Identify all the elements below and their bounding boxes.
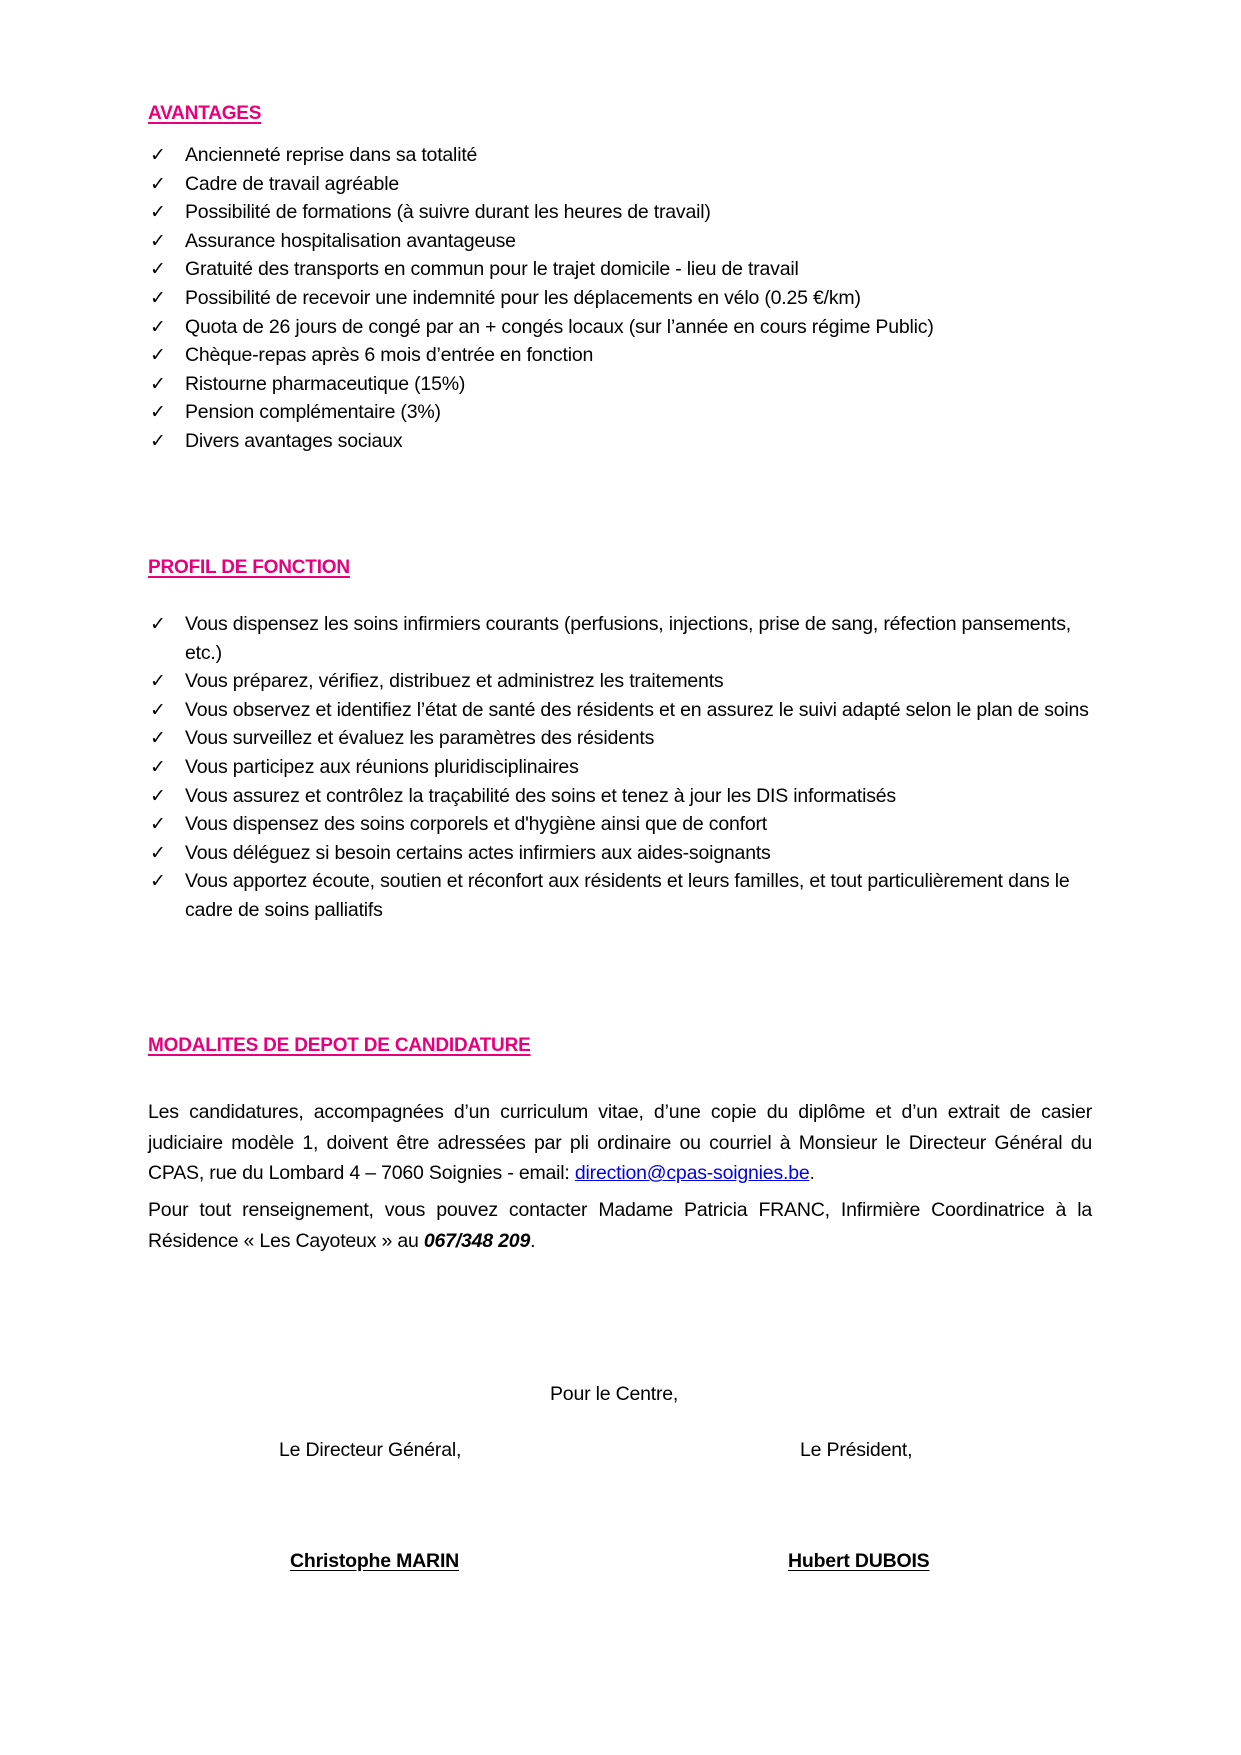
list-item: ✓ Vous participez aux réunions pluridisciplinaires bbox=[148, 753, 1098, 782]
list-item: ✓ Possibilité de formations (à suivre durant les heures de travail) bbox=[148, 198, 1098, 227]
list-item: ✓ Quota de 26 jours de congé par an + congés locaux (sur l’année en cours régime Public) bbox=[148, 313, 1098, 342]
list-item: ✓ Vous surveillez et évaluez les paramètres des résidents bbox=[148, 724, 1098, 753]
list-item: ✓ Gratuité des transports en commun pour le trajet domicile - lieu de travail bbox=[148, 255, 1098, 284]
list-item: ✓ Vous assurez et contrôlez la traçabilité des soins et tenez à jour les DIS informatisés bbox=[148, 782, 1098, 811]
check-icon: ✓ bbox=[150, 727, 166, 750]
list-item: ✓ Possibilité de recevoir une indemnité pour les déplacements en vélo (0.25 €/km) bbox=[148, 284, 1098, 313]
check-icon: ✓ bbox=[150, 755, 166, 778]
list-item: ✓ Divers avantages sociaux bbox=[148, 427, 1098, 456]
check-icon: ✓ bbox=[150, 870, 166, 893]
avantages-list bbox=[148, 141, 1098, 456]
list-item: ✓ Vous observez et identifiez l’état de santé des résidents et en assurez le suivi adapté selon le plan de soins bbox=[148, 696, 1098, 725]
heading-profil-de-fonction: PROFIL DE FONCTION bbox=[148, 557, 350, 578]
phone-number: 067/348 209 bbox=[423, 1229, 531, 1252]
signature-right-name: Hubert DUBOIS bbox=[788, 1550, 930, 1572]
list-item: ✓ Ristourne pharmaceutique (15%) bbox=[148, 370, 1098, 399]
check-icon: ✓ bbox=[150, 286, 166, 309]
check-icon: ✓ bbox=[150, 670, 166, 693]
profil-list bbox=[148, 610, 1098, 925]
heading-modalites-candidature: MODALITES DE DEPOT DE CANDIDATURE bbox=[148, 1035, 531, 1056]
check-icon: ✓ bbox=[150, 258, 166, 281]
signature-right-title: Le Président, bbox=[800, 1439, 913, 1461]
email-link[interactable]: direction@cpas-soignies.be bbox=[574, 1162, 810, 1185]
list-item: ✓ Vous déléguez si besoin certains actes infirmiers aux aides-soignants bbox=[148, 839, 1098, 868]
check-icon: ✓ bbox=[150, 172, 166, 195]
application-instructions-paragraph: Les candidatures, accompagnées d’un curriculum vitae, d’une copie du diplôme et d’un extrait de casier judiciaire modèle 1, doivent être adressées par pli ordinaire ou courriel à Monsieur le Directeur Général du CPAS, rue du Lombard 4 – 7060 Soignies - email: direction@cpas-soignies.be. bbox=[148, 1101, 1092, 1185]
signature-intro: Pour le Centre, bbox=[550, 1383, 679, 1405]
check-icon: ✓ bbox=[150, 201, 166, 224]
check-icon: ✓ bbox=[150, 372, 166, 395]
check-icon: ✓ bbox=[150, 344, 166, 367]
list-item: ✓ Pension complémentaire (3%) bbox=[148, 398, 1098, 427]
list-item: ✓ Assurance hospitalisation avantageuse bbox=[148, 227, 1098, 256]
list-item: ✓ Vous dispensez des soins corporels et d'hygiène ainsi que de confort bbox=[148, 810, 1098, 839]
check-icon: ✓ bbox=[150, 784, 166, 807]
check-icon: ✓ bbox=[150, 401, 166, 424]
list-item: ✓ Cadre de travail agréable bbox=[148, 170, 1098, 199]
check-icon: ✓ bbox=[150, 429, 166, 452]
list-item: ✓ Vous préparez, vérifiez, distribuez et administrez les traitements bbox=[148, 667, 1098, 696]
check-icon: ✓ bbox=[150, 229, 166, 252]
list-item: ✓ Vous apportez écoute, soutien et réconfort aux résidents et leurs familles, et tout particulièrement dans le cadre de soins palliatifs bbox=[148, 867, 1098, 924]
check-icon: ✓ bbox=[150, 841, 166, 864]
signature-left-name: Christophe MARIN bbox=[290, 1550, 460, 1572]
check-icon: ✓ bbox=[150, 698, 166, 721]
list-item: ✓ Vous dispensez les soins infirmiers courants (perfusions, injections, prise de sang, réfection pansements, etc.) bbox=[148, 610, 1098, 667]
list-item: ✓ Ancienneté reprise dans sa totalité bbox=[148, 141, 1098, 170]
check-icon: ✓ bbox=[150, 315, 166, 338]
check-icon: ✓ bbox=[150, 144, 166, 166]
list-item: ✓ Chèque-repas après 6 mois d’entrée en fonction bbox=[148, 341, 1098, 370]
heading-avantages: AVANTAGES bbox=[148, 103, 262, 124]
check-icon: ✓ bbox=[150, 813, 166, 836]
check-icon: ✓ bbox=[150, 613, 166, 635]
signature-left-title: Le Directeur Général, bbox=[279, 1439, 462, 1461]
contact-paragraph: Pour tout renseignement, vous pouvez contacter Madame Patricia FRANC, Infirmière Coordinatrice à la Résidence « Les Cayoteux » au 067/348 209. bbox=[148, 1199, 1092, 1252]
